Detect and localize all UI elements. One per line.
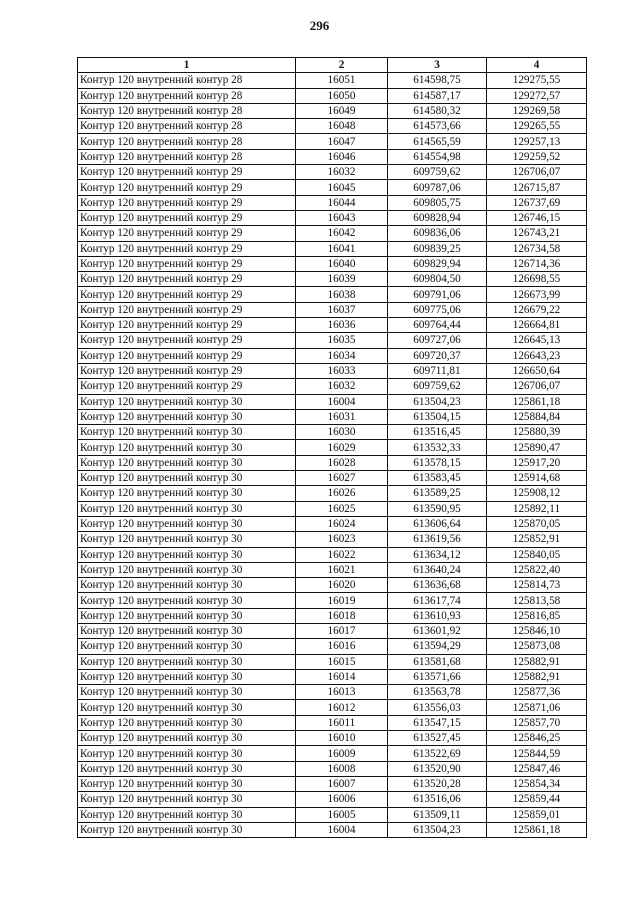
table-row — [78, 348, 587, 363]
point-number-cell: 16023 — [296, 532, 388, 547]
x-coordinate-cell: 614565,59 — [388, 134, 487, 149]
point-number-cell: 16047 — [296, 134, 388, 149]
x-coordinate-cell: 614580,32 — [388, 103, 487, 118]
x-coordinate-cell: 609759,62 — [388, 165, 487, 180]
table-row — [78, 654, 587, 669]
column-header-3: 3 — [388, 58, 487, 73]
contour-name-cell: Контур 120 внутренний контур 30 — [78, 394, 296, 409]
point-number-cell: 16018 — [296, 608, 388, 623]
contour-name-cell: Контур 120 внутренний контур 30 — [78, 639, 296, 654]
x-coordinate-cell: 613610,93 — [388, 608, 487, 623]
point-number-cell: 16033 — [296, 363, 388, 378]
y-coordinate-cell: 129272,57 — [487, 88, 587, 103]
contour-name-cell: Контур 120 внутренний контур 30 — [78, 776, 296, 791]
x-coordinate-cell: 613516,45 — [388, 425, 487, 440]
contour-name-cell: Контур 120 внутренний контур 30 — [78, 440, 296, 455]
table-row — [78, 302, 587, 317]
table-row — [78, 318, 587, 333]
contour-name-cell: Контур 120 внутренний контур 30 — [78, 822, 296, 837]
x-coordinate-cell: 613522,69 — [388, 746, 487, 761]
y-coordinate-cell: 126650,64 — [487, 363, 587, 378]
y-coordinate-cell: 125892,11 — [487, 501, 587, 516]
point-number-cell: 16051 — [296, 73, 388, 88]
point-number-cell: 16007 — [296, 776, 388, 791]
x-coordinate-cell: 613590,95 — [388, 501, 487, 516]
table-row — [78, 440, 587, 455]
y-coordinate-cell: 129265,55 — [487, 119, 587, 134]
table-row — [78, 685, 587, 700]
x-coordinate-cell: 609711,81 — [388, 363, 487, 378]
point-number-cell: 16016 — [296, 639, 388, 654]
x-coordinate-cell: 609829,94 — [388, 256, 487, 271]
x-coordinate-cell: 609727,06 — [388, 333, 487, 348]
table-row — [78, 256, 587, 271]
contour-name-cell: Контур 120 внутренний контур 29 — [78, 210, 296, 225]
contour-name-cell: Контур 120 внутренний контур 30 — [78, 669, 296, 684]
point-number-cell: 16046 — [296, 149, 388, 164]
y-coordinate-cell: 126673,99 — [487, 287, 587, 302]
x-coordinate-cell: 613504,15 — [388, 409, 487, 424]
point-number-cell: 16014 — [296, 669, 388, 684]
y-coordinate-cell: 126698,55 — [487, 272, 587, 287]
table-row — [78, 486, 587, 501]
x-coordinate-cell: 613583,45 — [388, 471, 487, 486]
x-coordinate-cell: 613634,12 — [388, 547, 487, 562]
point-number-cell: 16042 — [296, 226, 388, 241]
y-coordinate-cell: 126734,58 — [487, 241, 587, 256]
contour-name-cell: Контур 120 внутренний контур 29 — [78, 241, 296, 256]
table-row — [78, 608, 587, 623]
point-number-cell: 16043 — [296, 210, 388, 225]
header-row — [78, 58, 587, 73]
contour-name-cell: Контур 120 внутренний контур 30 — [78, 455, 296, 470]
contour-name-cell: Контур 120 внутренний контур 29 — [78, 302, 296, 317]
point-number-cell: 16032 — [296, 379, 388, 394]
table-row — [78, 165, 587, 180]
x-coordinate-cell: 613581,68 — [388, 654, 487, 669]
x-coordinate-cell: 609759,62 — [388, 379, 487, 394]
table-row — [78, 623, 587, 638]
y-coordinate-cell: 125884,84 — [487, 409, 587, 424]
table-row — [78, 471, 587, 486]
table-row — [78, 669, 587, 684]
coordinates-table — [77, 57, 587, 838]
table-row — [78, 272, 587, 287]
y-coordinate-cell: 126706,07 — [487, 165, 587, 180]
contour-name-cell: Контур 120 внутренний контур 29 — [78, 226, 296, 241]
point-number-cell: 16039 — [296, 272, 388, 287]
point-number-cell: 16004 — [296, 822, 388, 837]
point-number-cell: 16004 — [296, 394, 388, 409]
table-row — [78, 425, 587, 440]
table-row — [78, 562, 587, 577]
y-coordinate-cell: 125859,01 — [487, 807, 587, 822]
x-coordinate-cell: 613636,68 — [388, 578, 487, 593]
x-coordinate-cell: 613601,92 — [388, 623, 487, 638]
y-coordinate-cell: 125917,20 — [487, 455, 587, 470]
x-coordinate-cell: 613578,15 — [388, 455, 487, 470]
point-number-cell: 16015 — [296, 654, 388, 669]
table-row — [78, 516, 587, 531]
x-coordinate-cell: 613532,33 — [388, 440, 487, 455]
y-coordinate-cell: 126679,22 — [487, 302, 587, 317]
y-coordinate-cell: 125840,05 — [487, 547, 587, 562]
point-number-cell: 16024 — [296, 516, 388, 531]
y-coordinate-cell: 129259,52 — [487, 149, 587, 164]
contour-name-cell: Контур 120 внутренний контур 30 — [78, 685, 296, 700]
contour-name-cell: Контур 120 внутренний контур 30 — [78, 746, 296, 761]
table-row — [78, 639, 587, 654]
y-coordinate-cell: 129269,58 — [487, 103, 587, 118]
y-coordinate-cell: 125880,39 — [487, 425, 587, 440]
table-row — [78, 287, 587, 302]
y-coordinate-cell: 126715,87 — [487, 180, 587, 195]
point-number-cell: 16011 — [296, 715, 388, 730]
x-coordinate-cell: 613516,06 — [388, 792, 487, 807]
x-coordinate-cell: 614598,75 — [388, 73, 487, 88]
contour-name-cell: Контур 120 внутренний контур 30 — [78, 547, 296, 562]
point-number-cell: 16044 — [296, 195, 388, 210]
x-coordinate-cell: 613547,15 — [388, 715, 487, 730]
table-row — [78, 731, 587, 746]
y-coordinate-cell: 125859,44 — [487, 792, 587, 807]
point-number-cell: 16048 — [296, 119, 388, 134]
point-number-cell: 16029 — [296, 440, 388, 455]
point-number-cell: 16010 — [296, 731, 388, 746]
x-coordinate-cell: 613619,56 — [388, 532, 487, 547]
table-row — [78, 501, 587, 516]
table-row — [78, 180, 587, 195]
table-header — [78, 58, 587, 73]
contour-name-cell: Контур 120 внутренний контур 29 — [78, 318, 296, 333]
table-row — [78, 776, 587, 791]
x-coordinate-cell: 613606,64 — [388, 516, 487, 531]
y-coordinate-cell: 126645,13 — [487, 333, 587, 348]
page-number: 296 — [309, 18, 330, 33]
x-coordinate-cell: 614554,98 — [388, 149, 487, 164]
point-number-cell: 16022 — [296, 547, 388, 562]
table-row — [78, 134, 587, 149]
table-row — [78, 792, 587, 807]
contour-name-cell: Контур 120 внутренний контур 30 — [78, 807, 296, 822]
point-number-cell: 16049 — [296, 103, 388, 118]
contour-name-cell: Контур 120 внутренний контур 30 — [78, 409, 296, 424]
table-row — [78, 578, 587, 593]
x-coordinate-cell: 613563,78 — [388, 685, 487, 700]
point-number-cell: 16021 — [296, 562, 388, 577]
y-coordinate-cell: 125914,68 — [487, 471, 587, 486]
contour-name-cell: Контур 120 внутренний контур 29 — [78, 379, 296, 394]
point-number-cell: 16008 — [296, 761, 388, 776]
contour-name-cell: Контур 120 внутренний контур 29 — [78, 195, 296, 210]
point-number-cell: 16034 — [296, 348, 388, 363]
y-coordinate-cell: 126714,36 — [487, 256, 587, 271]
point-number-cell: 16035 — [296, 333, 388, 348]
column-header-4: 4 — [487, 58, 587, 73]
contour-name-cell: Контур 120 внутренний контур 30 — [78, 792, 296, 807]
point-number-cell: 16006 — [296, 792, 388, 807]
point-number-cell: 16017 — [296, 623, 388, 638]
point-number-cell: 16037 — [296, 302, 388, 317]
x-coordinate-cell: 609805,75 — [388, 195, 487, 210]
point-number-cell: 16031 — [296, 409, 388, 424]
contour-name-cell: Контур 120 внутренний контур 30 — [78, 715, 296, 730]
contour-name-cell: Контур 120 внутренний контур 28 — [78, 134, 296, 149]
contour-name-cell: Контур 120 внутренний контур 28 — [78, 103, 296, 118]
x-coordinate-cell: 613504,23 — [388, 394, 487, 409]
contour-name-cell: Контур 120 внутренний контур 30 — [78, 532, 296, 547]
contour-name-cell: Контур 120 внутренний контур 30 — [78, 654, 296, 669]
table-row — [78, 103, 587, 118]
x-coordinate-cell: 609839,25 — [388, 241, 487, 256]
y-coordinate-cell: 125854,34 — [487, 776, 587, 791]
point-number-cell: 16020 — [296, 578, 388, 593]
point-number-cell: 16050 — [296, 88, 388, 103]
contour-name-cell: Контур 120 внутренний контур 30 — [78, 471, 296, 486]
point-number-cell: 16040 — [296, 256, 388, 271]
x-coordinate-cell: 609775,06 — [388, 302, 487, 317]
table-body — [78, 73, 587, 838]
y-coordinate-cell: 126743,21 — [487, 226, 587, 241]
y-coordinate-cell: 125908,12 — [487, 486, 587, 501]
x-coordinate-cell: 609804,50 — [388, 272, 487, 287]
y-coordinate-cell: 125882,91 — [487, 654, 587, 669]
point-number-cell: 16012 — [296, 700, 388, 715]
table-row — [78, 333, 587, 348]
table-row — [78, 73, 587, 88]
column-header-2: 2 — [296, 58, 388, 73]
contour-name-cell: Контур 120 внутренний контур 30 — [78, 578, 296, 593]
table-row — [78, 455, 587, 470]
x-coordinate-cell: 613520,90 — [388, 761, 487, 776]
x-coordinate-cell: 609787,06 — [388, 180, 487, 195]
x-coordinate-cell: 613556,03 — [388, 700, 487, 715]
y-coordinate-cell: 125844,59 — [487, 746, 587, 761]
y-coordinate-cell: 125816,85 — [487, 608, 587, 623]
table-row — [78, 593, 587, 608]
contour-name-cell: Контур 120 внутренний контур 29 — [78, 287, 296, 302]
contour-name-cell: Контур 120 внутренний контур 30 — [78, 486, 296, 501]
y-coordinate-cell: 125882,91 — [487, 669, 587, 684]
x-coordinate-cell: 613504,23 — [388, 822, 487, 837]
table-row — [78, 715, 587, 730]
table-row — [78, 547, 587, 562]
y-coordinate-cell: 126737,69 — [487, 195, 587, 210]
table-row — [78, 532, 587, 547]
contour-name-cell: Контур 120 внутренний контур 28 — [78, 149, 296, 164]
x-coordinate-cell: 609764,44 — [388, 318, 487, 333]
y-coordinate-cell: 125847,46 — [487, 761, 587, 776]
y-coordinate-cell: 125813,58 — [487, 593, 587, 608]
point-number-cell: 16036 — [296, 318, 388, 333]
y-coordinate-cell: 125846,10 — [487, 623, 587, 638]
table-row — [78, 149, 587, 164]
contour-name-cell: Контур 120 внутренний контур 28 — [78, 88, 296, 103]
x-coordinate-cell: 609828,94 — [388, 210, 487, 225]
y-coordinate-cell: 126746,15 — [487, 210, 587, 225]
contour-name-cell: Контур 120 внутренний контур 30 — [78, 593, 296, 608]
table-row — [78, 379, 587, 394]
table-row — [78, 119, 587, 134]
contour-name-cell: Контур 120 внутренний контур 30 — [78, 700, 296, 715]
y-coordinate-cell: 125873,08 — [487, 639, 587, 654]
y-coordinate-cell: 126643,23 — [487, 348, 587, 363]
contour-name-cell: Контур 120 внутренний контур 30 — [78, 562, 296, 577]
contour-name-cell: Контур 120 внутренний контур 29 — [78, 348, 296, 363]
y-coordinate-cell: 125846,25 — [487, 731, 587, 746]
column-header-1: 1 — [78, 58, 296, 73]
contour-name-cell: Контур 120 внутренний контур 29 — [78, 272, 296, 287]
y-coordinate-cell: 125814,73 — [487, 578, 587, 593]
point-number-cell: 16005 — [296, 807, 388, 822]
contour-name-cell: Контур 120 внутренний контур 29 — [78, 165, 296, 180]
contour-name-cell: Контур 120 внутренний контур 30 — [78, 623, 296, 638]
y-coordinate-cell: 126706,07 — [487, 379, 587, 394]
point-number-cell: 16030 — [296, 425, 388, 440]
y-coordinate-cell: 126664,81 — [487, 318, 587, 333]
y-coordinate-cell: 125861,18 — [487, 822, 587, 837]
table-row — [78, 195, 587, 210]
y-coordinate-cell: 125870,05 — [487, 516, 587, 531]
point-number-cell: 16041 — [296, 241, 388, 256]
point-number-cell: 16032 — [296, 165, 388, 180]
contour-name-cell: Контур 120 внутренний контур 30 — [78, 516, 296, 531]
point-number-cell: 16038 — [296, 287, 388, 302]
table-row — [78, 210, 587, 225]
contour-name-cell: Контур 120 внутренний контур 28 — [78, 119, 296, 134]
x-coordinate-cell: 613589,25 — [388, 486, 487, 501]
contour-name-cell: Контур 120 внутренний контур 30 — [78, 761, 296, 776]
point-number-cell: 16026 — [296, 486, 388, 501]
table-row — [78, 807, 587, 822]
table-row — [78, 409, 587, 424]
table-row — [78, 241, 587, 256]
x-coordinate-cell: 613520,28 — [388, 776, 487, 791]
y-coordinate-cell: 125871,06 — [487, 700, 587, 715]
y-coordinate-cell: 125877,36 — [487, 685, 587, 700]
x-coordinate-cell: 609791,06 — [388, 287, 487, 302]
point-number-cell: 16009 — [296, 746, 388, 761]
y-coordinate-cell: 129275,55 — [487, 73, 587, 88]
y-coordinate-cell: 125857,70 — [487, 715, 587, 730]
x-coordinate-cell: 613640,24 — [388, 562, 487, 577]
contour-name-cell: Контур 120 внутренний контур 30 — [78, 425, 296, 440]
y-coordinate-cell: 125861,18 — [487, 394, 587, 409]
point-number-cell: 16019 — [296, 593, 388, 608]
contour-name-cell: Контур 120 внутренний контур 30 — [78, 608, 296, 623]
contour-name-cell: Контур 120 внутренний контур 29 — [78, 363, 296, 378]
contour-name-cell: Контур 120 внутренний контур 29 — [78, 333, 296, 348]
table-row — [78, 394, 587, 409]
y-coordinate-cell: 125852,91 — [487, 532, 587, 547]
table-row — [78, 226, 587, 241]
y-coordinate-cell: 125890,47 — [487, 440, 587, 455]
contour-name-cell: Контур 120 внутренний контур 30 — [78, 731, 296, 746]
contour-name-cell: Контур 120 внутренний контур 29 — [78, 180, 296, 195]
point-number-cell: 16028 — [296, 455, 388, 470]
table-row — [78, 761, 587, 776]
contour-name-cell: Контур 120 внутренний контур 28 — [78, 73, 296, 88]
point-number-cell: 16013 — [296, 685, 388, 700]
x-coordinate-cell: 613527,45 — [388, 731, 487, 746]
contour-name-cell: Контур 120 внутренний контур 29 — [78, 256, 296, 271]
x-coordinate-cell: 613594,29 — [388, 639, 487, 654]
table-row — [78, 822, 587, 837]
x-coordinate-cell: 613509,11 — [388, 807, 487, 822]
table-row — [78, 363, 587, 378]
point-number-cell: 16027 — [296, 471, 388, 486]
contour-name-cell: Контур 120 внутренний контур 30 — [78, 501, 296, 516]
point-number-cell: 16045 — [296, 180, 388, 195]
x-coordinate-cell: 614573,66 — [388, 119, 487, 134]
y-coordinate-cell: 125822,40 — [487, 562, 587, 577]
table-row — [78, 88, 587, 103]
x-coordinate-cell: 613571,66 — [388, 669, 487, 684]
x-coordinate-cell: 609836,06 — [388, 226, 487, 241]
table-row — [78, 700, 587, 715]
x-coordinate-cell: 614587,17 — [388, 88, 487, 103]
y-coordinate-cell: 129257,13 — [487, 134, 587, 149]
x-coordinate-cell: 609720,37 — [388, 348, 487, 363]
x-coordinate-cell: 613617,74 — [388, 593, 487, 608]
table-row — [78, 746, 587, 761]
point-number-cell: 16025 — [296, 501, 388, 516]
